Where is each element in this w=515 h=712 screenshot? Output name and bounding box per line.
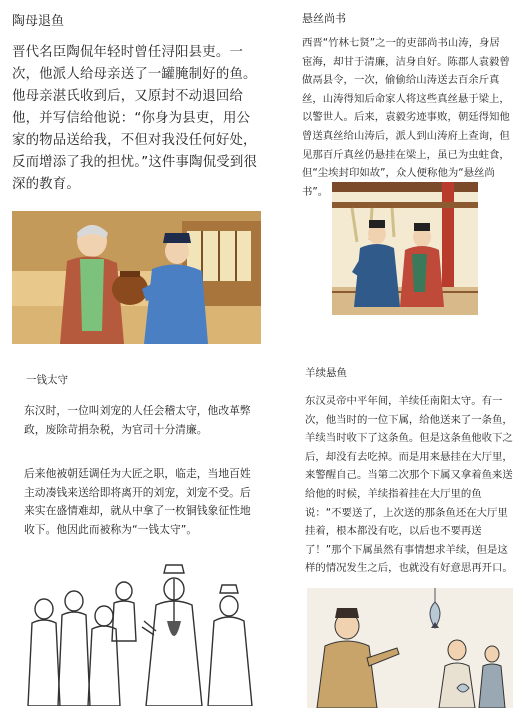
section-title-yiqian: 一钱太守 [26,374,68,386]
section-text-taomu: 晋代名臣陶侃年轻时曾任浔阳县吏。一次，他派人给母亲送了一罐腌制好的鱼。他母亲湛氏收到后，又原封不动退回给他，并写信给他说：“你身为县吏，用公家的物品送给我，不但对我没任何好处，反而增添了我的担忧。”这件事陶侃受到很深的教育。 [12,45,258,192]
section-text-yiqian-1: 东汉时，一位叫刘宠的人任会稽太守，他改革弊政，废除苛捐杂税，为官司十分清廉。 [24,404,251,436]
crowd-offering-coin-illustration [24,561,259,706]
officials-hanging-silk-illustration [332,182,478,315]
mother-returning-fish-illustration [12,211,261,344]
section-text-yangxu: 东汉灵帝中平年间，羊续任南阳太守。有一次，他当时的一位下属，给他送来了一条鱼，羊续当时收下了这条鱼。但是这条鱼他收下之后，却没有去吃掉。而是用来悬挂在大厅里，来警醒自己。当第二次那个下属又拿着鱼来送给他的时候，羊续指着挂在大厅里的鱼说：“不要送了，上次送的那条鱼还在大厅里挂着，根本都没有吃，以后也不要再送了！”那个下属虽然有事情想求羊续，但是这样的情况发生之后，也就没有好意思再开口。 [305,395,513,575]
section-title-taomu: 陶母退鱼 [12,14,65,29]
section-text-xuansi: 西晋“竹林七贤”之一的吏部尚书山涛，身居宦海，却甘于清廉，洁身自好。陈郡人袁毅曾做鬲县令，一次，偷偷给山涛送去百余斤真丝，山涛得知后命家人将这些真丝悬于梁上，以警世人。后来，袁毅劣迹事败，朝廷得知他曾送真丝给山涛后，派人到山涛府上查询，但见那百斤真丝仍悬挂在梁上，虽已为虫蛀食，但“尘埃封印如故”，众人便称他为“悬丝尚书”。 [302,37,510,198]
section-text-yiqian-2: 后来他被朝廷调任为大匠之职，临走，当地百姓主动凑钱来送给即将离开的刘宠，刘宠不受。后来实在盛情难却，就从中拿了一枚铜钱象征性地收下。他因此而被称为“一钱太守”。 [24,467,251,536]
official-hanging-fish-illustration [307,588,513,708]
section-title-xuansi: 悬丝尚书 [302,12,346,25]
section-title-yangxu: 羊续悬鱼 [305,367,347,379]
